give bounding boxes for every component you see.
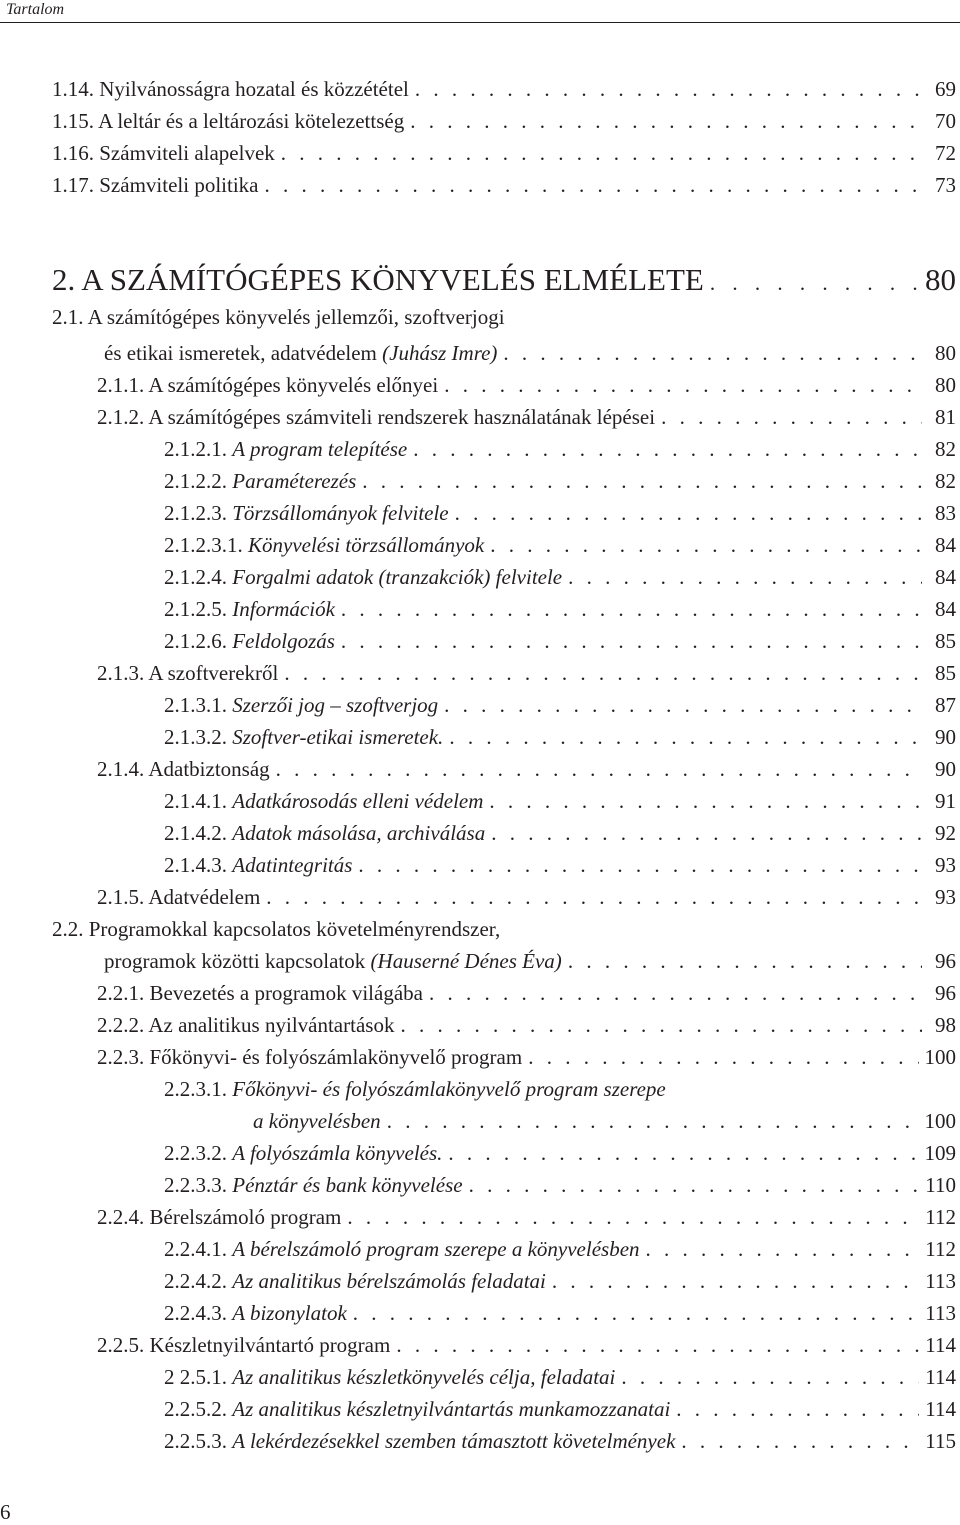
toc-entry-number: 2.1.3.1. [164, 693, 227, 717]
toc-entry-text [52, 260, 704, 300]
toc-entry[interactable] [0, 467, 960, 495]
toc-entry-page: 69 [935, 77, 956, 101]
toc-entry-page: 84 [935, 533, 956, 557]
toc-entry-page: 114 [925, 1397, 956, 1421]
toc-entry-page: 109 [924, 1141, 956, 1165]
toc-entry-text [164, 499, 449, 527]
toc-entry-text [164, 595, 335, 623]
toc-entry-title: Paraméterezés [232, 469, 357, 493]
toc-entry-title: programok közötti kapcsolatok [104, 949, 371, 973]
toc-entry-page: 113 [925, 1301, 956, 1325]
toc-entry-text [164, 563, 562, 591]
dot-leader [276, 755, 922, 783]
dot-leader [429, 979, 922, 1007]
toc-entry-page: 100 [924, 1109, 956, 1133]
toc-entry-page: 115 [925, 1429, 956, 1453]
toc-entry-text [164, 787, 483, 815]
toc-entry[interactable] [0, 435, 960, 463]
toc-entry-text [164, 467, 356, 495]
toc-entry-page: 112 [925, 1205, 956, 1229]
toc-entry-title: Számviteli politika [99, 173, 259, 197]
toc-entry-number: 2. [52, 262, 76, 297]
running-header-title: Tartalom [6, 1, 65, 18]
toc-entry[interactable] [0, 139, 960, 167]
toc-entry-page: 83 [935, 501, 956, 525]
toc-entry-number: 2.2.4.2. [164, 1269, 227, 1293]
dot-leader [347, 1203, 919, 1231]
dot-leader [552, 1267, 919, 1295]
toc-entry-title: A számítógépes könyvelés jellemzői, szoftverjogi [87, 305, 505, 329]
toc-entry-number: 1.17. [52, 173, 94, 197]
toc-entry-title: Az analitikus bérelszámolás feladatai [232, 1269, 546, 1293]
toc-entry-title: Információk [232, 597, 335, 621]
toc-entry-text [97, 659, 278, 687]
toc-entry-title: Számviteli alapelvek [99, 141, 275, 165]
dot-leader [413, 435, 922, 463]
toc-entry[interactable] [0, 1075, 960, 1103]
dot-leader [444, 371, 922, 399]
toc-entry-title: Adatbiztonság [148, 757, 270, 781]
dot-leader [455, 499, 922, 527]
toc-entry[interactable] [0, 371, 960, 399]
toc-entry-text [164, 819, 485, 847]
toc-entry[interactable] [0, 563, 960, 591]
toc-entry[interactable] [0, 819, 960, 847]
toc-entry-page: 114 [925, 1333, 956, 1357]
toc-entry-number: 2.1.2. [97, 405, 145, 429]
dot-leader [491, 819, 922, 847]
toc-entry-title: Forgalmi adatok (tranzakciók) felvitele [232, 565, 563, 589]
toc-entry[interactable] [0, 1363, 960, 1391]
toc-entry-text [164, 627, 335, 655]
toc-entry-title: A folyószámla könyvelés. [232, 1141, 443, 1165]
toc-entry-title: Adatkárosodás elleni védelem [232, 789, 484, 813]
toc-entry-title: A bérelszámoló program szerepe a könyvelésben [232, 1237, 640, 1261]
toc-entry-title: Nyilvánosságra hozatal és közzététel [99, 77, 409, 101]
toc-entry[interactable] [0, 979, 960, 1007]
toc-entry-title: A szoftverekről [148, 661, 279, 685]
toc-entry[interactable] [0, 883, 960, 911]
toc-entry-number: 1.14. [52, 77, 94, 101]
toc-entry[interactable] [0, 1299, 960, 1327]
dot-leader [528, 1043, 918, 1071]
toc-entry-text [164, 531, 484, 559]
toc-entry[interactable] [0, 1011, 960, 1039]
toc-entry[interactable] [0, 659, 960, 687]
toc-entry-title: A lekérdezésekkel szemben támasztott követelmények [232, 1429, 676, 1453]
dot-leader [568, 563, 922, 591]
toc-entry-page: 82 [935, 437, 956, 461]
toc-entry-number: 1.15. [52, 109, 94, 133]
toc-entry-number: 2.1.5. [97, 885, 145, 909]
toc-entry-page: 96 [935, 981, 956, 1005]
toc-entry[interactable] [0, 1427, 960, 1455]
dot-leader [353, 1299, 920, 1327]
toc-entry-title: A számítógépes könyvelés előnyei [148, 373, 439, 397]
toc-entry-number: 2.2.3. [97, 1045, 145, 1069]
toc-entry-title: Készletnyilvántartó program [149, 1333, 391, 1357]
toc-entry-page: 98 [935, 1013, 956, 1037]
dot-leader [284, 659, 922, 687]
toc-entry-page: 96 [935, 949, 956, 973]
toc-entry-number: 2.1.2.6. [164, 629, 227, 653]
toc-entry-text [164, 1299, 347, 1327]
toc-entry-number: 2.2.2. [97, 1013, 145, 1037]
toc-entry-page: 72 [935, 141, 956, 165]
toc-entry-number: 2.2.3.1. [164, 1077, 227, 1101]
toc-entry-number: 2 2.5.1. [164, 1365, 227, 1389]
toc-entry-text [52, 75, 409, 103]
toc-entry-text [52, 107, 404, 135]
toc-entry[interactable] [0, 1171, 960, 1199]
toc-entry-title: Pénztár és bank könyvelése [232, 1173, 463, 1197]
toc-entry-page: 91 [935, 789, 956, 813]
toc-entry-text [164, 1077, 666, 1101]
toc-entry-text [164, 851, 352, 879]
toc-entry-page: 113 [925, 1269, 956, 1293]
dot-leader [490, 531, 922, 559]
toc-entry-title: Szerzői jog – szoftverjog [232, 693, 439, 717]
toc-entry[interactable] [0, 339, 960, 367]
toc-entry-title: Adatintegritás [232, 853, 353, 877]
toc-entry[interactable] [0, 1043, 960, 1071]
toc-entry-page: 80 [925, 262, 956, 297]
toc-entry-page: 85 [935, 661, 956, 685]
toc-entry-page: 84 [935, 565, 956, 589]
toc-entry-text [97, 755, 270, 783]
dot-leader [266, 883, 922, 911]
toc-entry-text [164, 723, 443, 751]
toc-entry-number: 2.2.5. [97, 1333, 145, 1357]
dot-leader [341, 627, 922, 655]
toc-entry-number: 2.2.4.3. [164, 1301, 227, 1325]
toc-entry-text [164, 691, 438, 719]
toc-entry[interactable] [0, 171, 960, 199]
dot-leader [449, 723, 922, 751]
toc-entry-text [52, 917, 500, 941]
toc-entry-text [97, 371, 438, 399]
toc-entry-text [164, 1427, 675, 1455]
toc-entry-number: 2.1.1. [97, 373, 145, 397]
toc-entry[interactable] [0, 303, 960, 331]
toc-entry-title: Adatvédelem [148, 885, 261, 909]
toc-entry-title: Feldolgozás [232, 629, 335, 653]
toc-entry-text [97, 979, 423, 1007]
toc-entry-page: 90 [935, 725, 956, 749]
toc-entry-text [52, 305, 505, 329]
toc-entry-number: 2.1.4. [97, 757, 145, 781]
dot-leader [396, 1331, 919, 1359]
toc-entry-number: 2.1.3. [97, 661, 145, 685]
dot-leader [503, 339, 922, 367]
toc-entry-page: 82 [935, 469, 956, 493]
toc-entry-number: 2.2.3.2. [164, 1141, 227, 1165]
toc-entry-number: 2.2.3.3. [164, 1173, 227, 1197]
toc-entry-text [164, 1363, 615, 1391]
toc-entry-text [97, 403, 655, 431]
toc-entry-number: 2.2.5.3. [164, 1429, 227, 1453]
toc-entry-title: Adatok másolása, archiválása [232, 821, 486, 845]
toc-entry[interactable] [0, 915, 960, 943]
toc-entry-title: A bizonylatok [232, 1301, 347, 1325]
dot-leader [489, 787, 922, 815]
dot-leader [341, 595, 922, 623]
toc-entry-number: 2.1.3.2. [164, 725, 227, 749]
toc-entry[interactable] [0, 1395, 960, 1423]
toc-entry[interactable] [0, 691, 960, 719]
toc-entry-number: 2.1.2.4. [164, 565, 227, 589]
dot-leader [358, 851, 922, 879]
toc-entry-page: 80 [935, 341, 956, 365]
toc-entry-title: Az analitikus készletnyilvántartás munkamozzanatai [232, 1397, 671, 1421]
toc-entry[interactable] [0, 947, 960, 975]
dot-leader [676, 1395, 919, 1423]
toc-entry[interactable] [0, 1107, 960, 1135]
toc-entry-text [97, 1331, 390, 1359]
toc-entry-page: 110 [925, 1173, 956, 1197]
toc-entry-text [52, 171, 258, 199]
dot-leader [362, 467, 922, 495]
toc-entry[interactable] [0, 1331, 960, 1359]
toc-entry-title: a könyvelésben [253, 1109, 381, 1133]
toc-entry[interactable] [0, 531, 960, 559]
toc-entry-text [164, 1171, 463, 1199]
toc-entry-number: 2.2.5.2. [164, 1397, 227, 1421]
toc-entry-text [164, 1235, 640, 1263]
toc-entry-text [97, 883, 260, 911]
dot-leader [264, 171, 922, 199]
toc-entry-title: Szoftver-etikai ismeretek. [232, 725, 444, 749]
toc-entry-page: 90 [935, 757, 956, 781]
toc-entry-page: 100 [924, 1045, 956, 1069]
toc-entry-title: Bevezetés a programok világába [149, 981, 423, 1005]
toc-entry-title: A számítógépes számviteli rendszerek használatának lépései [148, 405, 656, 429]
toc-entry-number: 1.16. [52, 141, 94, 165]
toc-entry-text [164, 1267, 546, 1295]
toc-entry-number: 2.1.2.1. [164, 437, 227, 461]
toc-entry[interactable] [0, 75, 960, 103]
toc-entry[interactable] [0, 851, 960, 879]
dot-leader [646, 1235, 920, 1263]
toc-entry-page: 93 [935, 853, 956, 877]
toc-entry-page: 87 [935, 693, 956, 717]
toc-entry-author: (Hauserné Dénes Éva) [370, 949, 562, 973]
toc-entry[interactable] [0, 499, 960, 527]
toc-entry-number: 2.2.4. [97, 1205, 145, 1229]
toc-entry-title: A SZÁMÍTÓGÉPES KÖNYVELÉS ELMÉLETE [81, 262, 704, 297]
toc-entry-number: 2.1.2.2. [164, 469, 227, 493]
toc-entry[interactable] [0, 1203, 960, 1231]
toc-entry-number: 2.1.2.5. [164, 597, 227, 621]
toc-entry[interactable] [0, 107, 960, 135]
toc-entry-text [164, 1139, 442, 1167]
toc-entry-title: Bérelszámoló program [149, 1205, 342, 1229]
toc-entry-title: Az analitikus készletkönyvelés célja, feladatai [232, 1365, 616, 1389]
dot-leader [681, 1427, 919, 1455]
dot-leader [661, 403, 922, 431]
toc-entry-title: A leltár és a leltározási kötelezettség [98, 109, 405, 133]
toc-entry-page: 84 [935, 597, 956, 621]
toc-entry-text [104, 339, 497, 367]
dot-leader [415, 75, 922, 103]
toc-entry-page: 92 [935, 821, 956, 845]
toc-entry-text [104, 947, 562, 975]
toc-entry-number: 2.2.4.1. [164, 1237, 227, 1261]
toc-entry-number: 2.1.4.2. [164, 821, 227, 845]
toc-entry[interactable] [0, 1235, 960, 1263]
dot-leader [621, 1363, 919, 1391]
toc-entry[interactable] [0, 260, 960, 303]
toc-entry-page: 93 [935, 885, 956, 909]
toc-entry[interactable] [0, 1139, 960, 1167]
toc-entry[interactable] [0, 1267, 960, 1295]
toc-entry-title: Könyvelési törzsállományok [248, 533, 485, 557]
toc-entry-text [164, 1395, 670, 1423]
toc-entry[interactable] [0, 627, 960, 655]
toc-entry-number: 2.1.2.3.1. [164, 533, 243, 557]
toc-entry[interactable] [0, 723, 960, 751]
page-number: 6 [0, 1500, 11, 1524]
toc-entry-text [253, 1107, 381, 1135]
dot-leader [448, 1139, 918, 1167]
toc-entry-page: 73 [935, 173, 956, 197]
toc-entry-text [164, 435, 407, 463]
toc-entry[interactable] [0, 787, 960, 815]
toc-entry-title: Főkönyvi- és folyószámlakönyvelő program szerepe [232, 1077, 666, 1101]
toc-entry-text [97, 1043, 522, 1071]
dot-leader [568, 947, 922, 975]
toc-entry-title: Törzsállományok felvitele [232, 501, 449, 525]
toc-entry-page: 81 [935, 405, 956, 429]
dot-leader [469, 1171, 920, 1199]
toc-entry-title: Programokkal kapcsolatos követelményrendszer, [88, 917, 501, 941]
toc-entry-page: 70 [935, 109, 956, 133]
toc-entry-title: Az analitikus nyilvántartások [148, 1013, 395, 1037]
toc-entry-page: 80 [935, 373, 956, 397]
dot-leader [410, 107, 922, 135]
toc-entry-page: 114 [925, 1365, 956, 1389]
dot-leader [281, 139, 922, 167]
toc-entry-number: 2.1.2.3. [164, 501, 227, 525]
toc-entry-text [97, 1203, 341, 1231]
toc-entry-page: 112 [925, 1237, 956, 1261]
toc-entry-text [52, 139, 275, 167]
toc-entry-title: és etikai ismeretek, adatvédelem [104, 341, 383, 365]
toc-entry[interactable] [0, 595, 960, 623]
toc-entry-number: 2.1.4.1. [164, 789, 227, 813]
toc-entry-number: 2.2. [52, 917, 84, 941]
toc-entry-text [97, 1011, 394, 1039]
toc-entry-title: Főkönyvi- és folyószámlakönyvelő program [149, 1045, 523, 1069]
dot-leader [444, 691, 922, 719]
dot-leader [710, 263, 919, 303]
toc-entry-page: 85 [935, 629, 956, 653]
dot-leader [400, 1011, 922, 1039]
toc-entry[interactable] [0, 403, 960, 431]
toc-entry-author: (Juhász Imre) [382, 341, 498, 365]
toc-entry-number: 2.1. [52, 305, 84, 329]
dot-leader [387, 1107, 919, 1135]
toc-entry[interactable] [0, 755, 960, 783]
toc-entry-title: A program telepítése [232, 437, 408, 461]
toc-entry-number: 2.2.1. [97, 981, 145, 1005]
toc-entry-number: 2.1.4.3. [164, 853, 227, 877]
